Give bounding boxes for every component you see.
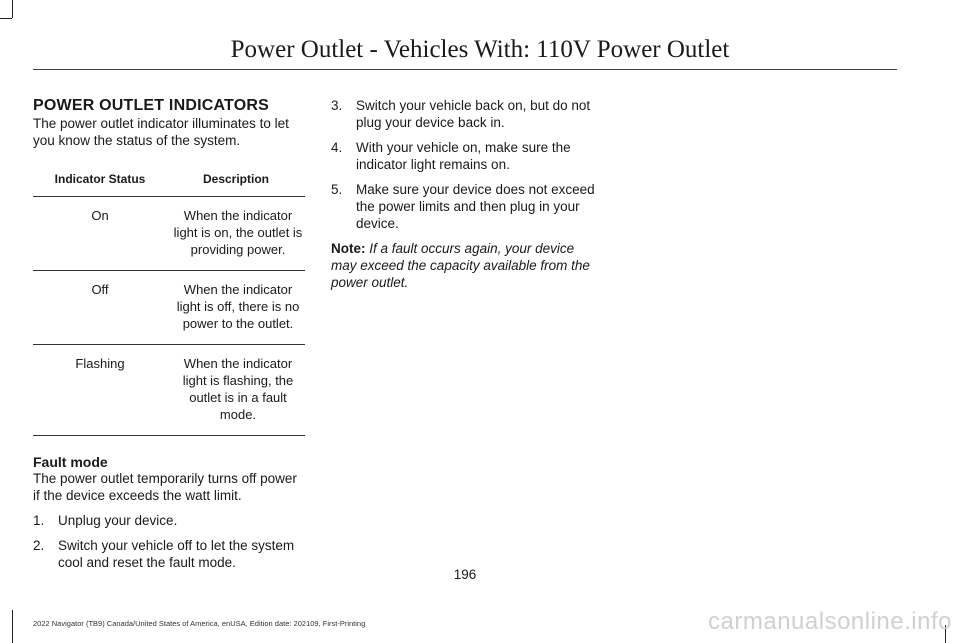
crop-mark-top-left-v: [12, 0, 13, 18]
step-number: 1.: [33, 513, 45, 528]
watermark: carmanualsonline.info: [708, 608, 952, 635]
page-number: 196: [453, 567, 477, 582]
fault-steps-list-part2: [331, 97, 603, 232]
list-item: [33, 512, 305, 529]
column-header-description: Description: [167, 163, 305, 197]
step-text: Switch your vehicle back on, but do not plug your device back in.: [356, 98, 591, 130]
header-divider: [33, 69, 897, 70]
footer-edition-text: 2022 Navigator (TB9) Canada/United States of America, enUSA, Edition date: 202109, First-Printing: [33, 619, 366, 628]
list-item: [331, 181, 603, 232]
column-header-status: Indicator Status: [33, 163, 167, 197]
step-number: 2.: [33, 538, 45, 553]
status-cell: On: [33, 197, 167, 271]
fault-steps-list-part1: [33, 512, 305, 571]
indicator-table: [33, 163, 305, 436]
crop-mark-top-left-h: [0, 18, 12, 19]
note-label: Note:: [331, 241, 366, 256]
description-cell: When the indicator light is on, the outlet is providing power.: [167, 197, 305, 271]
table-row: [33, 345, 305, 436]
table-header-row: [33, 163, 305, 197]
fault-mode-heading: Fault mode: [33, 454, 108, 470]
fault-mode-paragraph: The power outlet temporarily turns off power if the device exceeds the watt limit.: [33, 471, 297, 503]
step-text: With your vehicle on, make sure the indicator light remains on.: [356, 140, 571, 172]
description-cell: When the indicator light is off, there is no power to the outlet.: [167, 271, 305, 345]
list-item: [331, 97, 603, 131]
status-cell: Flashing: [33, 345, 167, 436]
step-text: Switch your vehicle off to let the system cool and reset the fault mode.: [58, 538, 295, 570]
table-row: [33, 197, 305, 271]
note-text: If a fault occurs again, your device may exceed the capacity available from the power outlet.: [331, 241, 590, 290]
step-text: Make sure your device does not exceed the power limits and then plug in your device.: [356, 182, 595, 231]
step-number: 3.: [331, 98, 343, 113]
crop-mark-bottom-left-v: [12, 610, 13, 643]
description-cell: When the indicator light is flashing, the outlet is in a fault mode.: [167, 345, 305, 436]
step-number: 4.: [331, 140, 343, 155]
table-row: [33, 271, 305, 345]
note-paragraph: [331, 240, 603, 291]
step-number: 5.: [331, 182, 343, 197]
middle-column: [331, 97, 603, 305]
section-heading: POWER OUTLET INDICATORS: [33, 97, 270, 114]
list-item: [331, 139, 603, 173]
list-item: [33, 537, 305, 571]
intro-paragraph: The power outlet indicator illuminates to let you know the status of the system.: [33, 116, 289, 148]
left-column: [33, 97, 305, 579]
page-header-title: Power Outlet - Vehicles With: 110V Power Outlet: [230, 36, 730, 63]
status-cell: Off: [33, 271, 167, 345]
step-text: Unplug your device.: [58, 513, 178, 528]
